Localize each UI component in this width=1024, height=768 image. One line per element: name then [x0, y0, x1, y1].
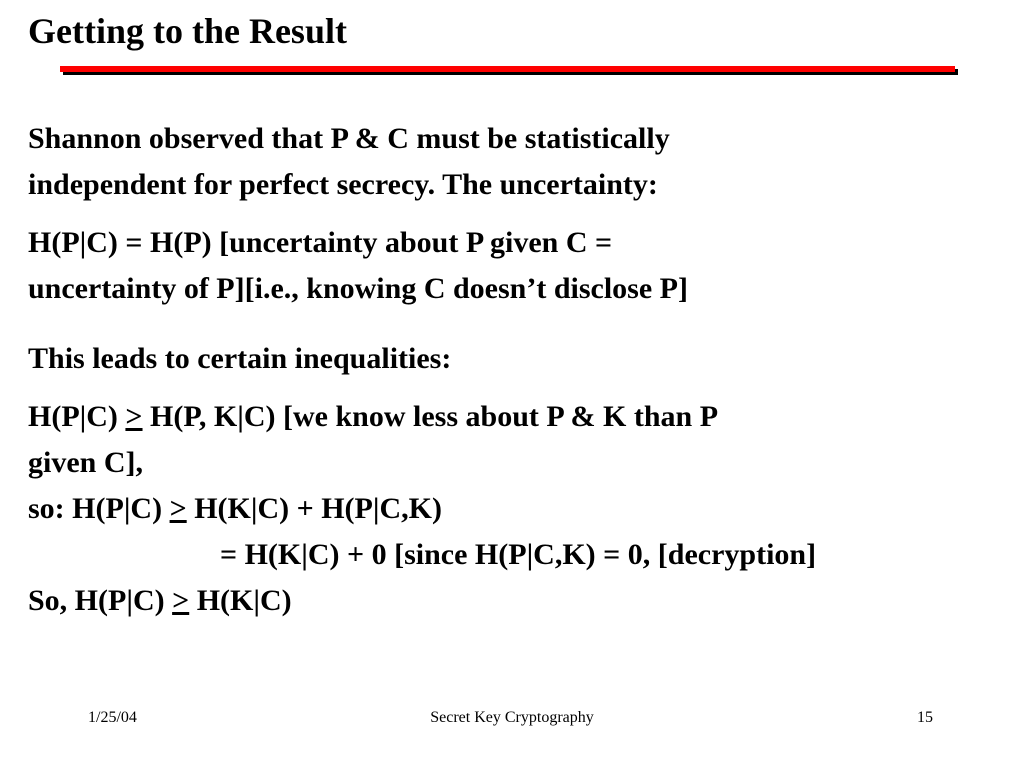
derivation-line-1: H(P|C) > H(P, K|C) [we know less about P & K than P	[28, 400, 719, 433]
footer-page-number: 15	[917, 709, 933, 726]
paragraph-inequalities-intro	[28, 336, 1018, 382]
greater-or-equal-symbol: >	[169, 492, 187, 525]
footer-title: Secret Key Cryptography	[430, 709, 594, 726]
slide-body	[28, 116, 1018, 624]
derivation-line-4: = H(K|C) + 0 [since H(P|C,K) = 0, [decryption]	[220, 538, 817, 571]
text-line: uncertainty of P][i.e., knowing C doesn’t disclose P]	[28, 272, 688, 305]
derivation-line-3: so: H(P|C) > H(K|C) + H(P|C,K)	[28, 492, 442, 525]
slide-title: Getting to the Result	[28, 11, 347, 51]
paragraph-derivation	[28, 394, 1018, 624]
paragraph-conditional-entropy	[28, 220, 1018, 312]
greater-or-equal-symbol: >	[172, 584, 190, 617]
title-underline-rule	[60, 66, 955, 72]
text-line: Shannon observed that P & C must be statistically	[28, 122, 670, 155]
text-line: independent for perfect secrecy. The uncertainty:	[28, 168, 658, 201]
text-line: This leads to certain inequalities:	[28, 342, 452, 375]
derivation-line-5: So, H(P|C) > H(K|C)	[28, 584, 292, 617]
paragraph-shannon-observation	[28, 116, 1018, 208]
greater-or-equal-symbol: >	[125, 400, 143, 433]
derivation-line-2: given C],	[28, 446, 143, 479]
footer-date: 1/25/04	[88, 709, 137, 726]
text-line: H(P|C) = H(P) [uncertainty about P given C =	[28, 226, 613, 259]
